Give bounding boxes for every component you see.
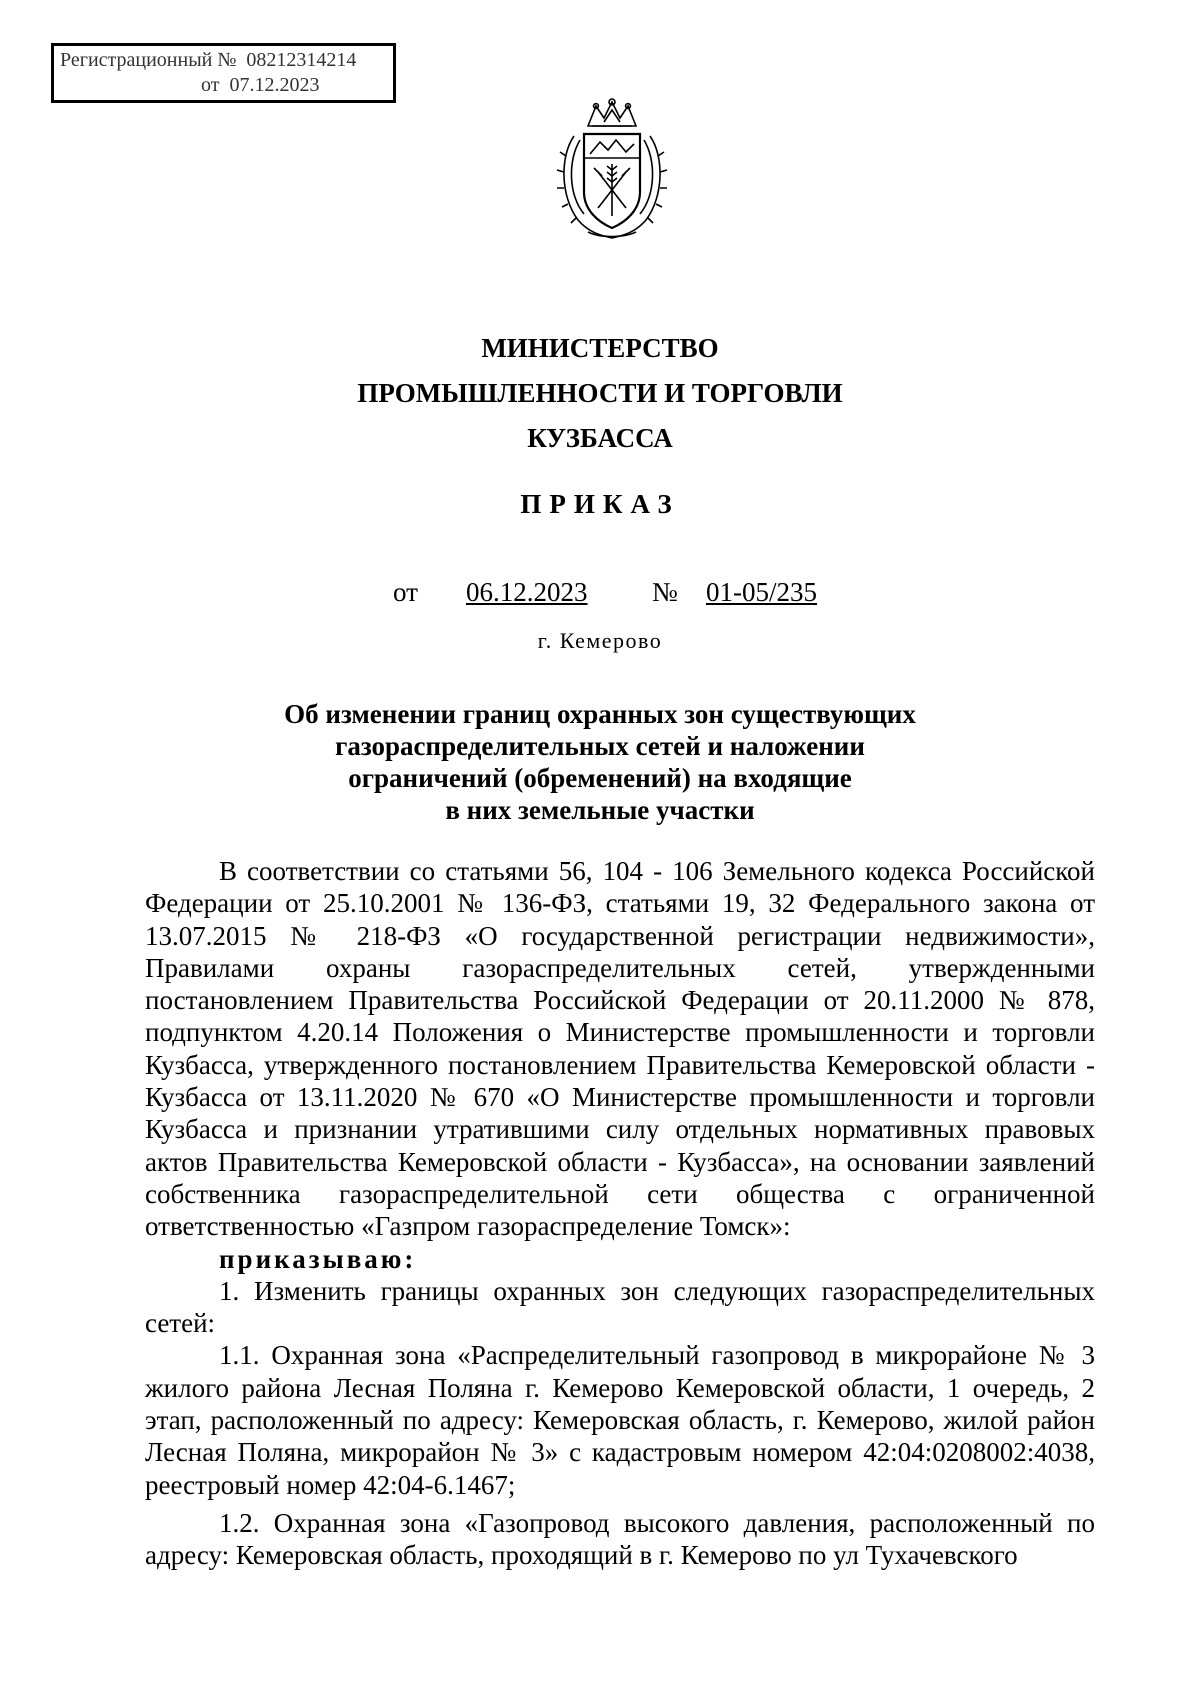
- subject-line-4: в них земельные участки: [445, 795, 755, 825]
- ministry-name: [0, 326, 1200, 461]
- document-type: ПРИКАЗ: [520, 489, 680, 519]
- number-sign: №: [652, 577, 678, 607]
- registration-date: 07.12.2023: [229, 74, 320, 96]
- kuzbass-coat-of-arms-icon: [552, 96, 672, 242]
- item-1-1-paragraph: 1.1. Охранная зона «Распределительный газопровод в микрорайоне № 3 жилого района Лесная Поляна г. Кемерово Кемеровской области, 1 очередь, 2 этап, расположенный по адресу: Кемеровская область, г. Кемерово, жилой район Лесная Поляна, микрорайон № 3» с кадастровым номером 42:04:0208002:4038, реестровый номер 42:04-6.1467;: [145, 1340, 1095, 1500]
- registration-label: Регистрационный №: [60, 49, 237, 71]
- date-prefix: от: [393, 577, 418, 607]
- subject-line-2: газораспределительных сетей и наложении: [335, 731, 865, 761]
- item-1-2-paragraph: 1.2. Охранная зона «Газопровод высокого давления, расположенный по адресу: Кемеровская область, проходящий в г. Кемерово по ул Тухачевского: [145, 1507, 1095, 1571]
- preamble-paragraph: В соответствии со статьями 56, 104 - 106 Земельного кодекса Российской Федерации от 25.10.2001 № 136-ФЗ, статьями 19, 32 Федерального закона от 13.07.2015 № 218-ФЗ «О государственной регистрации недвижимости», Правилами охраны газораспределительных сетей, утвержденными постановлением Правительства Российской Федерации от 20.11.2000 № 878, подпунктом 4.20.14 Положения о Министерстве промышленности и торговли Кузбасса, утвержденного постановлением Правительства Кемеровской области - Кузбасса от 13.11.2020 № 670 «О Министерстве промышленности и торговли Кузбасса и признании утратившими силу отдельных нормативных правовых актов Правительства Кемеровской области - Кузбасса», на основании заявлений собственника газораспределительной сети общества с ограниченной ответственностью «Газпром газораспределение Томск»:: [145, 856, 1095, 1242]
- document-number: 01-05/235: [706, 577, 817, 607]
- document-body: [145, 855, 1095, 1572]
- order-word: приказываю:: [219, 1243, 417, 1274]
- document-subject: [0, 698, 1200, 826]
- item-1-paragraph: 1. Изменить границы охранных зон следующих газораспределительных сетей:: [145, 1275, 1095, 1339]
- document-date: 06.12.2023: [466, 577, 588, 607]
- subject-line-3: ограничений (обременений) на входящие: [348, 763, 852, 793]
- ministry-line-2: ПРОМЫШЛЕННОСТИ И ТОРГОВЛИ: [357, 378, 843, 408]
- registration-stamp: [51, 43, 396, 103]
- subject-line-1: Об изменении границ охранных зон существующих: [284, 699, 916, 729]
- registration-number: 08212314214: [246, 49, 357, 71]
- ministry-line-3: КУЗБАССА: [527, 423, 673, 453]
- document-date-number-row: [0, 577, 1200, 611]
- ministry-line-1: МИНИСТЕРСТВО: [481, 333, 719, 363]
- registration-date-prefix: от: [201, 74, 220, 96]
- city: г. Кемерово: [537, 628, 663, 653]
